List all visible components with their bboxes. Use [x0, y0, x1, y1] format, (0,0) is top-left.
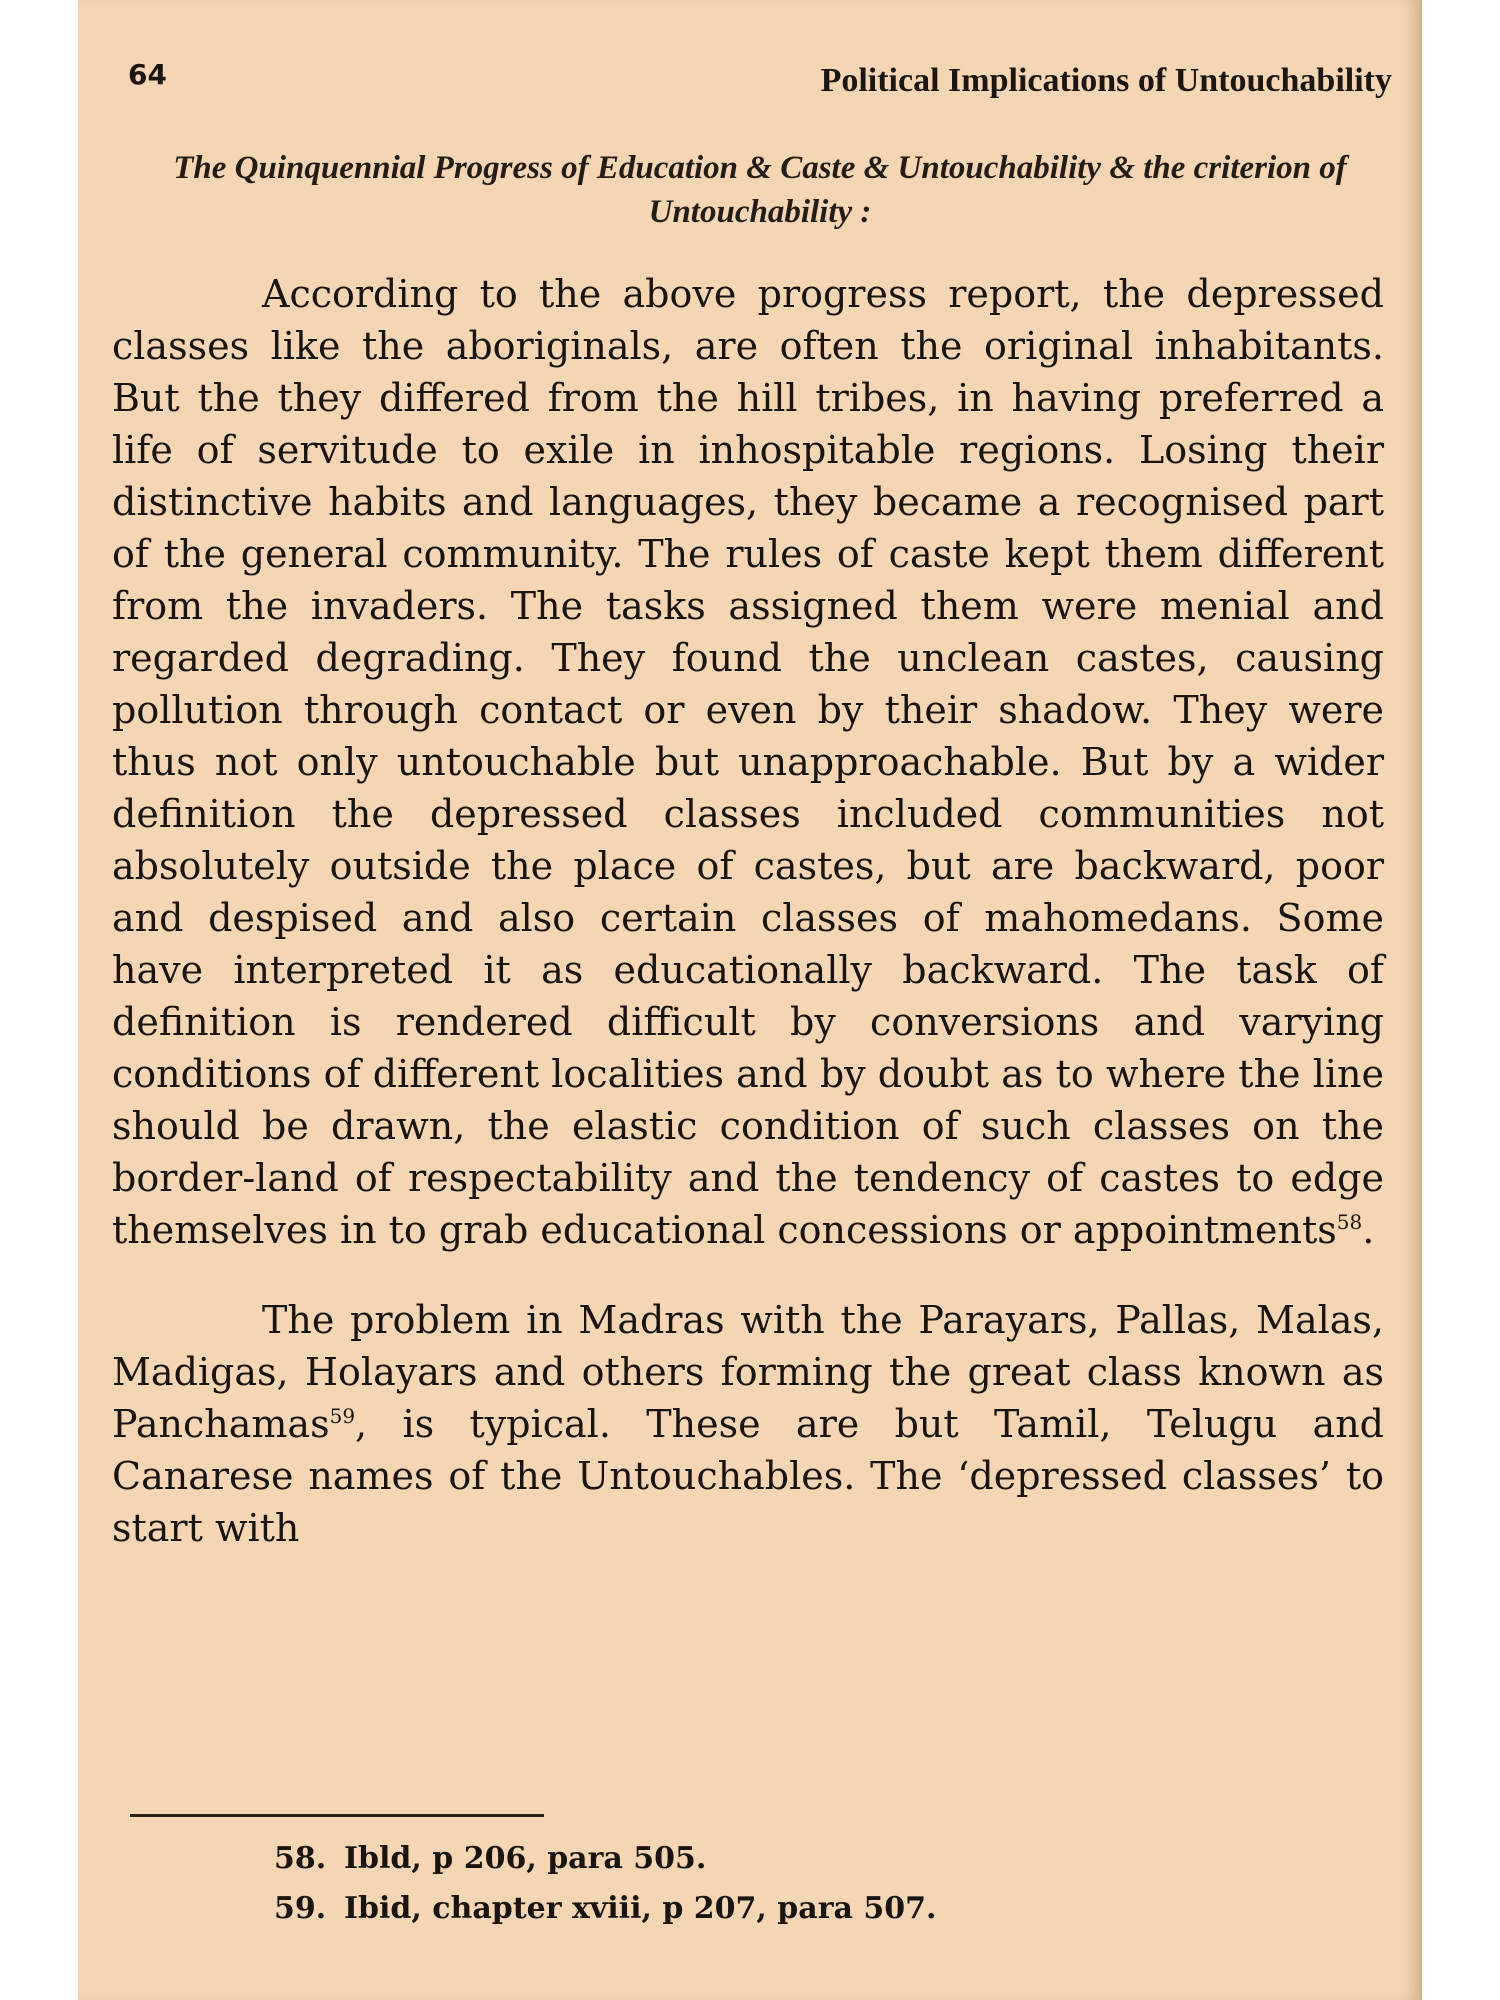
footnote-text: Ibld, p 206, para 505.: [344, 1841, 707, 1876]
paragraph-text: The problem in Madras with the Parayars, Pallas, Malas, Madigas, Holayars and others forming the great class known as Panchamas: [112, 1298, 1384, 1446]
page-number: 64: [128, 58, 167, 91]
footnote: [274, 1834, 936, 1884]
running-head: Political Implications of Untouchability: [820, 62, 1392, 99]
footnote-text: Ibid, chapter xviii, p 207, para 507.: [344, 1891, 937, 1926]
body-text: [112, 268, 1384, 1554]
footnote-divider: [130, 1814, 544, 1817]
book-page: [78, 0, 1422, 2000]
paragraph-tail: .: [1362, 1208, 1375, 1252]
footnote-number: 58.: [274, 1841, 327, 1876]
paragraph: [112, 268, 1384, 1256]
section-heading: The Quinquennial Progress of Education & Caste & Untouchability & the criterion of Untouchability :: [173, 150, 1347, 230]
footnote-ref: 59: [329, 1404, 356, 1428]
paragraph-text: According to the above progress report, the depressed classes like the aboriginals, are often the original inhabitants. But the they differed from the hill tribes, in having preferred a life of servitude to exile in inhospitable regions. Losing their distinctive habits and languages, they became a recognised part of the general community. The rules of caste kept them different from the invaders. The tasks assigned them were menial and regarded degrading. They found the unclean castes, causing pollution through contact or even by their shadow. They were thus not only untouchable but unapproachable. But by a wider definition the depressed classes included communities not absolutely outside the place of castes, but are backward, poor and despised and also certain classes of mahomedans. Some have interpreted it as educationally backward. The task of definition is rendered difficult by conversions and varying conditions of different localities and by doubt as to where the line should be drawn, the elastic condition of such classes on the border-land of respectability and the tendency of castes to edge themselves in to grab educational concessions or appointments: [112, 272, 1384, 1252]
paragraph-tail: , is typical. These are but Tamil, Telugu and Canarese names of the Untouchables. The ‘depressed classes’ to start with: [112, 1402, 1384, 1550]
footnotes: [274, 1834, 936, 1934]
footnote-ref: 58: [1336, 1210, 1363, 1234]
paragraph: [112, 1294, 1384, 1554]
footnote-number: 59.: [274, 1891, 327, 1926]
page-header: [128, 58, 1392, 108]
footnote: [274, 1884, 936, 1934]
